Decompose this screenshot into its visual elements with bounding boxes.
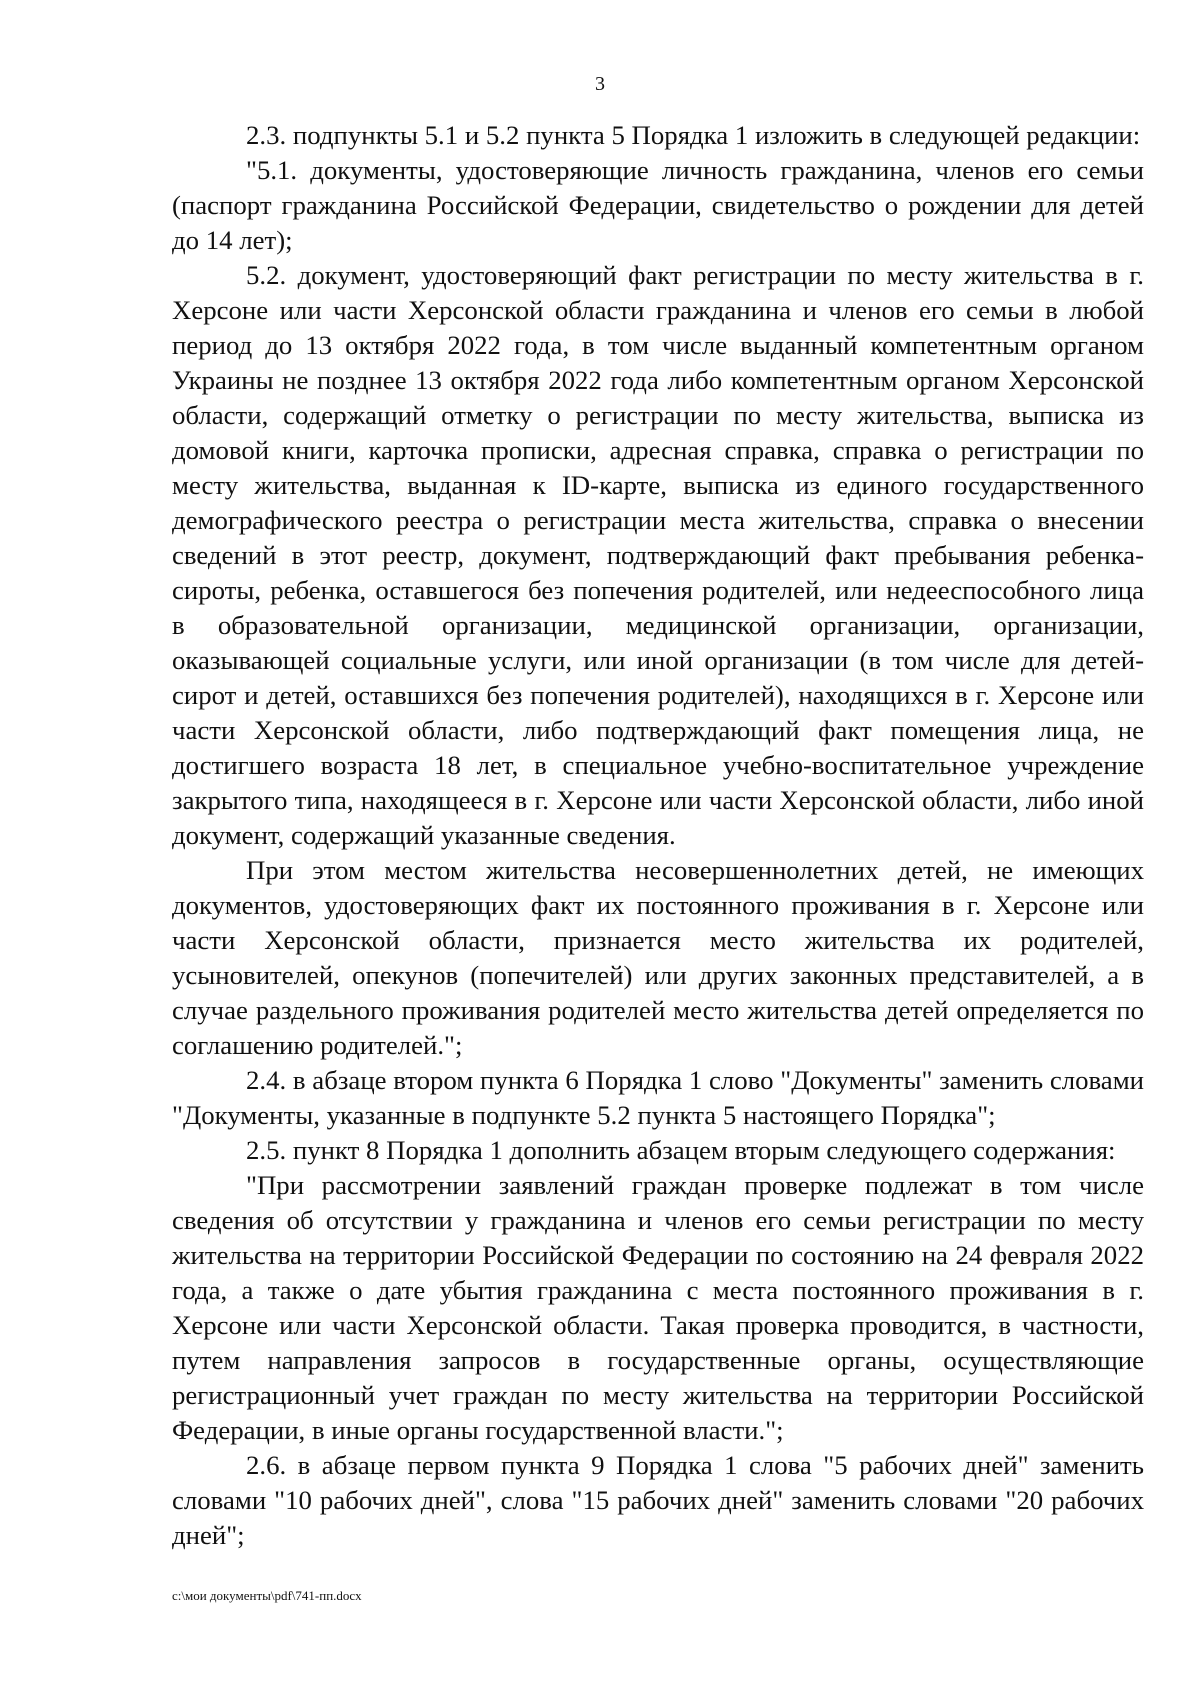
paragraph-2-4: 2.4. в абзаце втором пункта 6 Порядка 1 слово "Документы" заменить словами "Документы, указанные в подпункте 5.2 пункта 5 настоящего Порядка"; <box>172 1065 1144 1130</box>
paragraph-verification: "При рассмотрении заявлений граждан проверке подлежат в том числе сведения об отсутствии у гражданина и членов его семьи регистрации по месту жительства на территории Российской Федерации по состоянию на 24 февраля 2022 года, а также о дате убытия гражданина с места постоянного проживания в г. Херсоне или части Херсонской области. Такая проверка проводится, в частности, путем направления запросов в государственные органы, осуществляющие регистрационный учет граждан по месту жительства на территории Российской Федерации, в иные органы государственной власти."; <box>172 1170 1144 1445</box>
document-body <box>172 118 1144 1553</box>
paragraph-5-2: 5.2. документ, удостоверяющий факт регистрации по месту жительства в г. Херсоне или части Херсонской области гражданина и членов его семьи в любой период до 13 октября 2022 года, в том числе выданный компетентным органом Украины не позднее 13 октября 2022 года либо компетентным органом Херсонской области, содержащий отметку о регистрации по месту жительства, выписка из домовой книги, карточка прописки, адресная справка, справка о регистрации по месту жительства, выданная к ID-карте, выписка из единого государственного демографического реестра о регистрации места жительства, справка о внесении сведений в этот реестр, документ, подтверждающий факт пребывания ребенка-сироты, ребенка, оставшегося без попечения родителей, или недееспособного лица в образовательной организации, медицинской организации, организации, оказывающей социальные услуги, или иной организации (в том числе для детей-сирот и детей, оставшихся без попечения родителей), находящихся в г. Херсоне или части Херсонской области, либо подтверждающий факт помещения лица, не достигшего возраста 18 лет, в специальное учебно-воспитательное учреждение закрытого типа, находящееся в г. Херсоне или части Херсонской области, либо иной документ, содержащий указанные сведения. <box>172 260 1144 850</box>
file-path-footer: c:\мои документы\pdf\741-пп.docx <box>172 1588 362 1603</box>
paragraph-2-5: 2.5. пункт 8 Порядка 1 дополнить абзацем вторым следующего содержания: <box>246 1135 1116 1165</box>
paragraph-5-1: "5.1. документы, удостоверяющие личность гражданина, членов его семьи (паспорт гражданина Российской Федерации, свидетельство о рождении для детей до 14 лет); <box>172 155 1144 255</box>
paragraph-2-3: 2.3. подпункты 5.1 и 5.2 пункта 5 Порядка 1 изложить в следующей редакции: <box>246 120 1141 150</box>
paragraph-residence-minors: При этом местом жительства несовершеннолетних детей, не имеющих документов, удостоверяющих факт их постоянного проживания в г. Херсоне или части Херсонской области, признается место жительства их родителей, усыновителей, опекунов (попечителей) или других законных представителей, а в случае раздельного проживания родителей место жительства детей определяется по соглашению родителей."; <box>172 855 1144 1060</box>
page-number: 3 <box>595 73 605 95</box>
paragraph-2-6: 2.6. в абзаце первом пункта 9 Порядка 1 слова "5 рабочих дней" заменить словами "10 рабочих дней", слова "15 рабочих дней" заменить словами "20 рабочих дней"; <box>172 1450 1144 1550</box>
